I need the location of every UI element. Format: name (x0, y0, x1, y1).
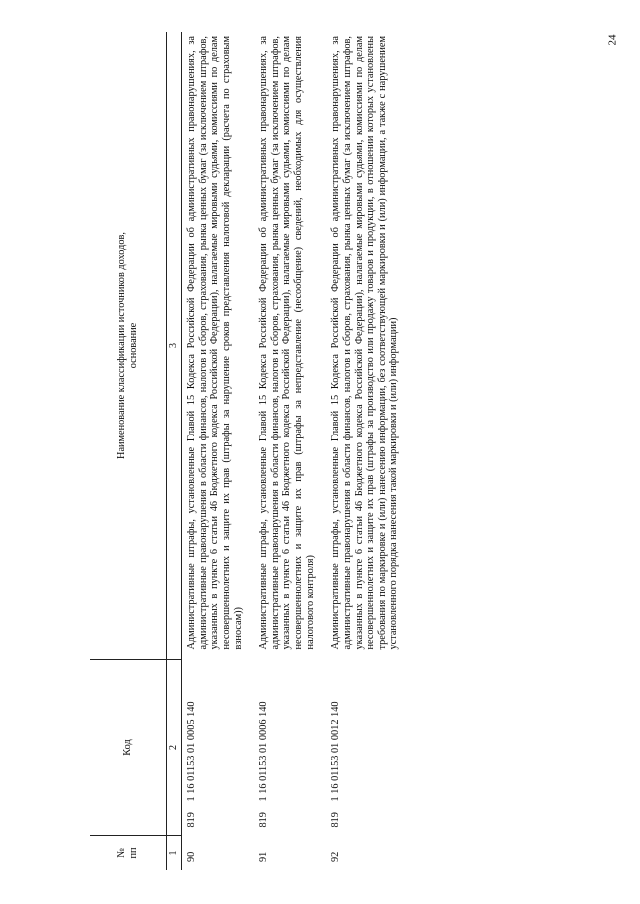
header-code (90, 660, 167, 836)
row-description: Административные штрафы, установленные Главой 15 Кодекса Российской Федерации об административных правонарушениях, за административные правонарушения в области финансов, налогов и сборов, страхования, рынка ценных бумаг (за исключением штрафов, указанных в пункте 6 статьи 46 Бюджетного кодекса Российской Федерации), налагаемые мировыми судьями, комиссиями по делам несовершеннолетних и защите их прав (штрафы за производство или продажу товаров и продукции, в отношении которых установлены требования по маркировке и (или) нанесению информации, без соответствующей маркировки и (или) информации, а также с нарушением установленного порядка нанесения такой маркировки и (или) информации) (330, 36, 400, 650)
header-number-label: № пп (116, 847, 139, 859)
row-code (182, 660, 255, 836)
column-number: 2 (167, 660, 182, 836)
table-row (182, 32, 255, 870)
table-row (254, 32, 326, 870)
budget-code: 1 16 01153 01 0005 140 (186, 701, 197, 802)
revenue-classification-table (90, 32, 410, 870)
row-description: Административные штрафы, установленные Главой 15 Кодекса Российской Федерации об административных правонарушениях, за административные правонарушения в области финансов, налогов и сборов, страхования, рынка ценных бумаг (за исключением штрафов, указанных в пункте 6 статьи 46 Бюджетного кодекса Российской Федерации), налагаемые мировыми судьями, комиссиями по делам несовершеннолетних и защите их прав (штрафы за нарушение сроков представления налоговой декларации (расчета по страховым взносам)) (186, 36, 244, 650)
table-header (90, 32, 182, 870)
row-description: Административные штрафы, установленные Главой 15 Кодекса Российской Федерации об административных правонарушениях, за административные правонарушения в области финансов, налогов и сборов, страхования, рынка ценных бумаг (за исключением штрафов, указанных в пункте 6 статьи 46 Бюджетного кодекса Российской Федерации), налагаемые мировыми судьями, комиссиями по делам несовершеннолетних и защите их прав (штрафы за непредставление (несообщение) сведений, необходимых для осуществления налогового контроля) (258, 36, 316, 650)
table-body (182, 32, 411, 870)
table-row (326, 32, 410, 870)
column-number: 1 (167, 836, 182, 871)
row-number: 91 (258, 851, 270, 862)
row-number: 92 (330, 851, 342, 862)
budget-code: 1 16 01153 01 0012 140 (330, 701, 342, 802)
budget-code: 1 16 01153 01 0006 140 (258, 701, 270, 802)
admin-code: 819 (186, 812, 197, 828)
row-code (326, 660, 410, 836)
row-code (254, 660, 326, 836)
column-number-row (167, 32, 182, 870)
header-name (90, 32, 167, 660)
rotated-table-container (90, 36, 534, 870)
header-number (90, 836, 167, 871)
header-name-label: Наименование классификации источников доходов, основание (116, 232, 139, 459)
header-code-label: Код (122, 739, 134, 756)
header-row (90, 32, 167, 870)
column-number: 3 (167, 32, 182, 660)
admin-code: 819 (258, 812, 270, 828)
row-number: 90 (186, 851, 197, 862)
admin-code: 819 (330, 812, 342, 828)
page-number: 24 (606, 34, 619, 46)
